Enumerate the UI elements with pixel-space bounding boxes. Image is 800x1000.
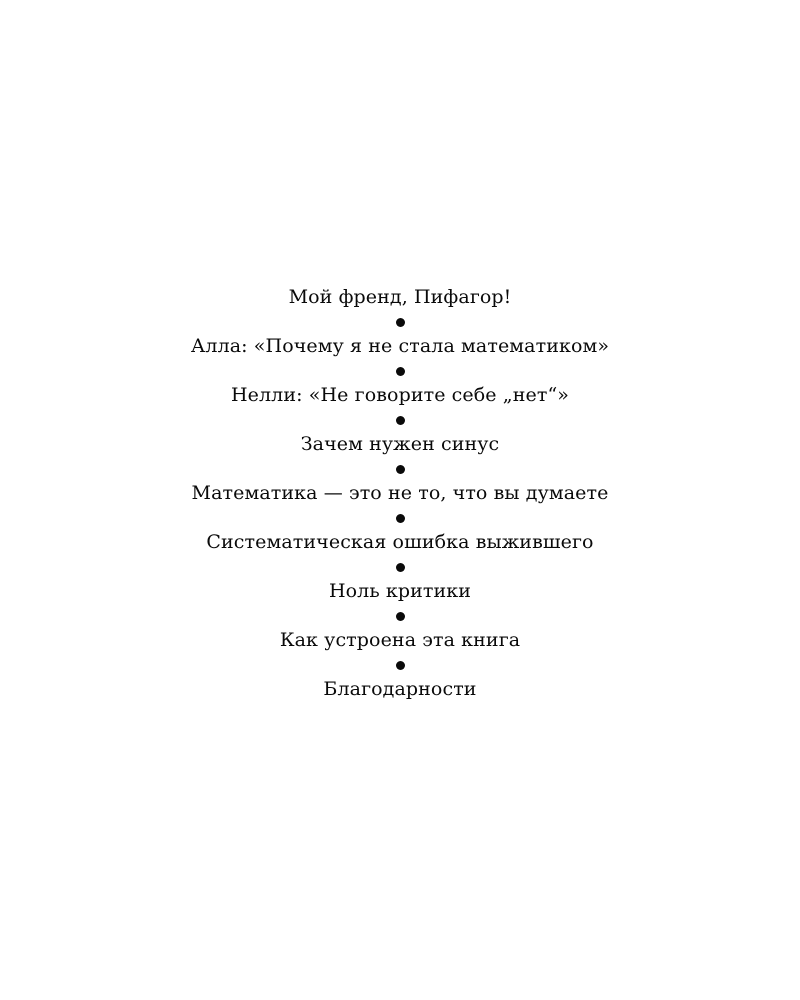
bullet-dot-icon bbox=[396, 563, 405, 572]
bullet-dot-icon bbox=[396, 416, 405, 425]
bullet-separator bbox=[0, 408, 800, 433]
bullet-dot-icon bbox=[396, 661, 405, 670]
toc-item-alla: Алла: «Почему я не стала математиком» bbox=[190, 335, 610, 357]
toc-item-nelli: Нелли: «Не говорите себе „нет“» bbox=[231, 384, 569, 406]
bullet-dot-icon bbox=[396, 318, 405, 327]
toc-item-sinus: Зачем нужен синус bbox=[300, 433, 500, 455]
bullet-dot-icon bbox=[396, 465, 405, 474]
bullet-separator bbox=[0, 457, 800, 482]
bullet-separator bbox=[0, 506, 800, 531]
toc-item-oshibka: Систематическая ошибка выжившего bbox=[206, 531, 594, 553]
toc-item-pifagor: Мой френд, Пифагор! bbox=[288, 286, 512, 308]
bullet-separator bbox=[0, 310, 800, 335]
bullet-separator bbox=[0, 359, 800, 384]
toc-item-kniga: Как устроена эта книга bbox=[279, 629, 521, 651]
bullet-separator bbox=[0, 653, 800, 678]
bullet-dot-icon bbox=[396, 612, 405, 621]
bullet-separator bbox=[0, 604, 800, 629]
toc-item-nol-kritiki: Ноль критики bbox=[328, 580, 472, 602]
bullet-separator bbox=[0, 555, 800, 580]
bullet-dot-icon bbox=[396, 514, 405, 523]
table-of-contents bbox=[0, 285, 800, 702]
toc-item-matematika: Математика — это не то, что вы думаете bbox=[191, 482, 609, 504]
bullet-dot-icon bbox=[396, 367, 405, 376]
toc-item-blagodarnosti: Благодарности bbox=[323, 678, 477, 700]
